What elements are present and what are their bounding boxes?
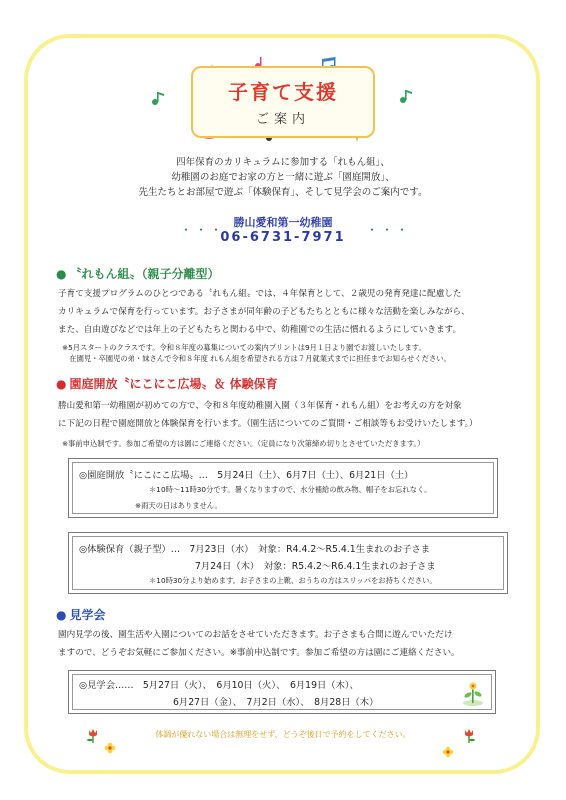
section1-line-3: また、自由遊びなどでは年上の子どもたちと関わる中で、幼稚園での生活に慣れるようにしていきます。 xyxy=(58,325,462,335)
intro-line-3: 先生たちとお部屋で遊ぶ「体験保育」、そして見学会のご案内です。 xyxy=(138,187,428,198)
intro-line-1: 四年保育のカリキュラムに参加する「れもん組」、 xyxy=(176,157,390,168)
tour-schedule-box xyxy=(68,670,496,714)
tour-schedule-line-1: ◎見学会…… 5月27日（火）、 6月10日（火）、 6月19日（木）、 xyxy=(79,680,359,691)
section1-line-1: 子育て支援プログラムのひとつである〝れもん組〟では、４年保育として、２歳児の発育発達に配慮した xyxy=(58,289,462,299)
school-name: 勝山愛和第一幼稚園 xyxy=(233,216,333,229)
title-box xyxy=(191,66,375,138)
section1-line-2: カリキュラムで保育を行っています。お子さまが同年齢の子どもたちとともに様々な活動を楽しみながら、 xyxy=(58,307,470,317)
page-title: 子育て支援 xyxy=(228,80,338,104)
trial-schedule-line-1: ◎体験保育（親子型）… 7月23日（水） 対象：R4.4.2～R5.4.1生まれのお子さま xyxy=(79,544,431,555)
trial-schedule-line-3: ＊10時30分より始めます。お子さまの上靴、おうちの方はスリッパをお持ちください。 xyxy=(149,576,437,585)
section-heading-garden xyxy=(56,375,278,392)
garden-schedule-line-1: ◎園庭開放〝にこにこ広場〟… 5月24日（土）、6月7日（土）、6月21日（土） xyxy=(79,470,414,481)
section-heading-text: 園庭開放〝にこにこ広場〟＆ 体験保育 xyxy=(69,377,278,391)
section3-line-1: 園内見学の後、園生活や入園についてのお話をさせていただきます。お子さまも合間に遊んでいただけ xyxy=(58,630,453,640)
garden-schedule-line-3: ※雨天の日はありません。 xyxy=(135,501,222,510)
section1-note-2: 在園児・卒園児の弟・妹さんで令和８年度 れもん組を希望される方は７月就業式までに担任までお知らせください。 xyxy=(62,354,451,363)
school-phone: 06-6731-7971 xyxy=(220,230,346,245)
flower-icon xyxy=(104,742,116,754)
blue-bullet-icon: ● xyxy=(56,608,67,622)
tour-schedule-line-2: 6月27日（金）、 7月2日（水）、 8月28日（木） xyxy=(173,697,379,708)
intro-line-2: 幼稚園のお庭でお家の方と一緒に遊ぶ「園庭開放」、 xyxy=(171,172,395,183)
section-heading-tour xyxy=(56,606,106,623)
trial-schedule-box xyxy=(68,532,508,594)
section2-line-1: 勝山愛和第一幼稚園が初めての方で、令和８年度幼稚園入園（３年保育・れもん組）をお考えの方を対象 xyxy=(58,401,462,411)
dots-right: ・・・ xyxy=(366,223,412,237)
section2-note: ※事前申込制です。参加ご希望の方は園にご連絡ください。（定員になり次第締め切りとさせていただきます。） xyxy=(62,439,425,448)
footer-note: 体調が優れない場合は無理をせず、どうぞ後日で予約をしてください。 xyxy=(155,730,411,739)
garden-schedule-box xyxy=(68,458,498,518)
flower-sprout-icon xyxy=(461,679,485,707)
section-heading-lemon xyxy=(56,265,220,282)
section3-line-2: ますので、どうぞお気軽にご参加ください。※事前申込制です。参加ご希望の方は園にご連絡ください。 xyxy=(58,648,460,658)
flower-icon xyxy=(442,746,454,758)
page-subtitle: ご案内 xyxy=(255,112,310,127)
section-heading-text: 見学会 xyxy=(69,608,106,622)
music-note-icon xyxy=(398,88,414,104)
dots-left: ・・・ xyxy=(180,223,226,237)
trial-schedule-line-2: 7月24日（木） 対象：R5.4.2～R6.4.1生まれのお子さま xyxy=(195,561,436,572)
music-note-icon xyxy=(150,90,166,106)
section1-note-1: ※5月スタートのクラスです。令和８年度の募集についての案内プリントは9月１日より園でお渡しいたします。 xyxy=(62,343,426,352)
green-bullet-icon: ● xyxy=(56,267,67,281)
section2-line-2: に下記の日程で園庭開放と体験保育を行います。（園生活についてのご質問・ご相談等もお受けいたします。） xyxy=(58,419,478,429)
section-heading-text: 〝れもん組〟（親子分離型） xyxy=(69,267,220,281)
garden-schedule-line-2: ＊10時～11時30分です。暑くなりますので、水分補給の飲み物、帽子をお忘れなく。 xyxy=(149,485,432,494)
red-bullet-icon: ● xyxy=(56,377,67,391)
